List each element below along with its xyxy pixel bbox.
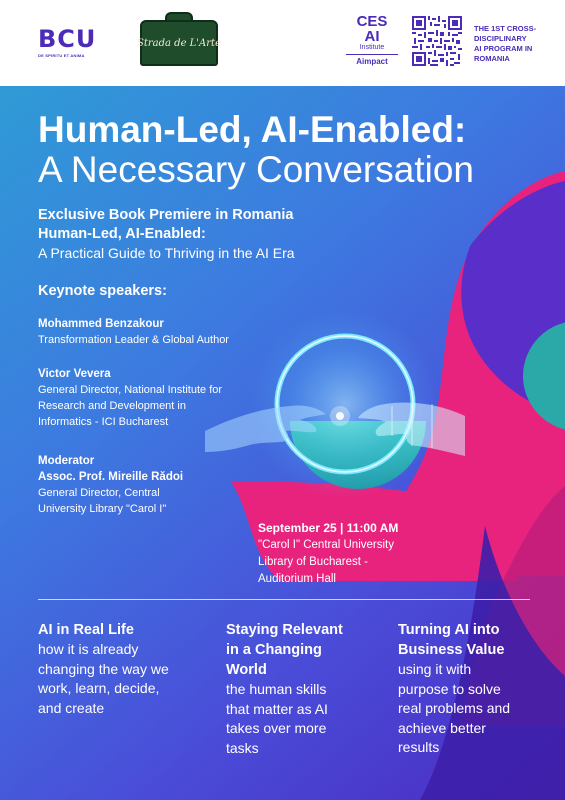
bcu-logo	[38, 26, 118, 62]
tagline-line: AI PROGRAM IN	[474, 44, 533, 53]
topic-heading: in a Changing	[226, 642, 322, 658]
topic-body: purpose to solve	[398, 680, 501, 697]
section-divider	[38, 599, 530, 600]
strada-logo-text: Strada de L'Arte	[137, 37, 221, 49]
topic-body: and create	[38, 699, 105, 716]
topic-body: that matter as AI	[226, 700, 328, 717]
topic-body: changing the way we	[38, 660, 169, 677]
premiere-heading: Exclusive Book Premiere in Romania	[38, 207, 294, 223]
qr-code-icon[interactable]	[412, 16, 462, 66]
moderator-role: University Library "Carol I"	[38, 503, 167, 515]
program-tagline	[474, 24, 560, 64]
tagline-line: THE 1ST CROSS-	[474, 24, 537, 33]
topic-body: results	[398, 739, 440, 755]
ces-logo-rule	[346, 54, 398, 55]
topic-heading: AI in Real Life	[38, 622, 134, 638]
topic-column	[226, 620, 376, 758]
ces-logo-line2: AI	[364, 28, 380, 45]
event-date-time: September 25 | 11:00 AM	[258, 521, 399, 535]
strada-de-larte-logo	[137, 20, 221, 66]
topic-body: how it is already	[38, 641, 139, 657]
spark-glow	[330, 406, 350, 426]
topic-body: the human skills	[226, 681, 327, 697]
title-line-1: Human-Led, AI-Enabled:	[38, 109, 467, 150]
bcu-tagline: DE SPIRITU ET ANIMA	[38, 53, 85, 58]
ces-logo-line1: CES	[356, 13, 388, 30]
keynote-heading: Keynote speakers:	[38, 283, 167, 299]
speaker-role: Informatics - ICI Bucharest	[38, 416, 169, 428]
book-subtitle: A Practical Guide to Thriving in the AI Era	[38, 245, 295, 261]
bcu-letter-b: B	[38, 25, 56, 53]
event-venue: "Carol I" Central University	[258, 539, 394, 551]
speaker-name: Victor Vevera	[38, 368, 111, 380]
event-details	[258, 520, 398, 588]
speaker-name: Mohammed Benzakour	[38, 318, 164, 330]
event-venue: Auditorium Hall	[258, 573, 336, 585]
bcu-letter-u: U	[75, 25, 95, 53]
topic-heading: Turning AI into	[398, 622, 500, 638]
moderator-name: Assoc. Prof. Mireille Rădoi	[38, 471, 184, 483]
speaker-card	[38, 366, 288, 430]
header-bar	[0, 0, 565, 86]
event-venue: Library of Bucharest -	[258, 556, 368, 568]
tagline-line: DISCIPLINARY	[474, 34, 527, 43]
ces-logo-institute: Institute	[359, 44, 385, 51]
topic-body: real problems and	[398, 700, 511, 716]
topic-heading: Business Value	[398, 642, 505, 658]
topic-heading: World	[226, 662, 267, 678]
speaker-role: Transformation Leader & Global Author	[38, 334, 229, 346]
speaker-role: Research and Development in	[38, 400, 186, 412]
topic-column	[38, 620, 208, 718]
topic-body: takes over more	[226, 720, 327, 736]
ces-ai-institute-logo	[344, 14, 400, 74]
tagline-line: ROMANIA	[474, 54, 510, 63]
topic-body: work, learn, decide,	[38, 680, 160, 696]
speaker-card	[38, 316, 288, 348]
moderator-card	[38, 453, 288, 517]
topic-body: using it with	[398, 661, 472, 677]
topic-body: achieve better	[398, 719, 486, 736]
topic-column	[398, 620, 548, 758]
title-line-2: A Necessary Conversation	[38, 149, 474, 190]
speaker-role: General Director, National Institute for	[38, 384, 223, 396]
poster-body	[0, 86, 565, 800]
ces-logo-aimpact: Aimpact	[356, 57, 388, 66]
book-title: Human-Led, AI-Enabled:	[38, 226, 206, 242]
book-premiere-block	[38, 206, 295, 263]
bcu-letter-c: C	[57, 25, 74, 53]
topic-heading: Staying Relevant	[226, 622, 343, 638]
topic-body: tasks	[226, 739, 259, 756]
moderator-label: Moderator	[38, 455, 95, 467]
moderator-role: General Director, Central	[38, 487, 160, 499]
